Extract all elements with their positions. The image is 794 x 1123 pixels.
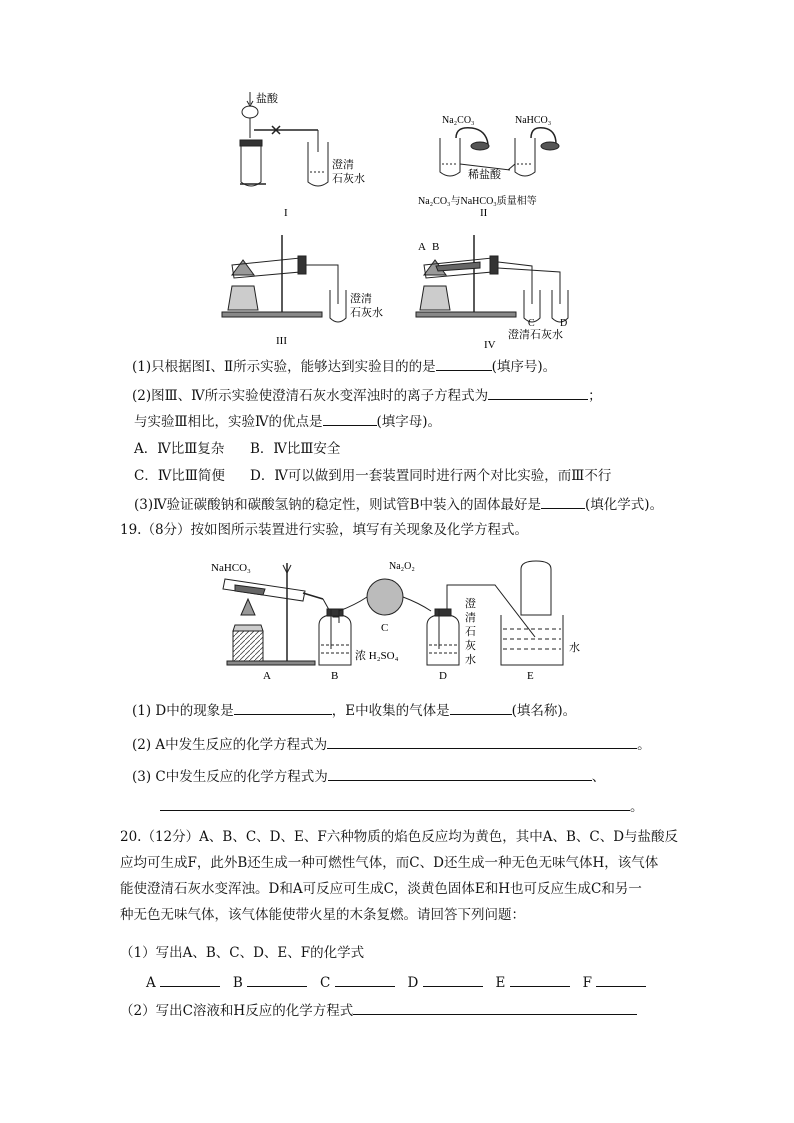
fig2-caption: Na₂CO₃与NaHCO₃质量相等 (418, 196, 537, 207)
q18-option-b: B．Ⅳ比Ⅲ安全 (250, 441, 341, 457)
q19-fig-na2o2: Na₂O₂ (389, 561, 415, 572)
q19-fig-lime-5: 水 (465, 654, 476, 666)
q18-part3-text: (3)Ⅳ验证碳酸钠和碳酸氢钠的稳定性，则试管B中装入的固体最好是 (134, 497, 542, 513)
q18-part3-end: (填化学式)。 (585, 497, 664, 513)
q20-label-c: C (320, 975, 331, 991)
q19-part3b (160, 796, 644, 816)
fig2-acid-label: 稀盐酸 (468, 169, 501, 181)
q20-blank-c[interactable] (335, 972, 395, 987)
q19-fig-lime-2: 清 (465, 612, 476, 624)
q20-part2-blank[interactable] (353, 1000, 637, 1015)
q19-fig-h2so4: 浓 H₂SO₄ (355, 650, 399, 662)
q19-fig-e: E (527, 670, 534, 682)
fig4-limewater-label: 澄清石灰水 (508, 329, 563, 341)
q19-part2-blank[interactable] (327, 734, 637, 749)
q18-part1-blank[interactable] (436, 356, 492, 371)
fig1-limewater-label-a: 澄清 (332, 159, 354, 171)
q20-blank-d[interactable] (423, 972, 483, 987)
q19-fig-c: C (381, 622, 389, 634)
q18-part2 (132, 385, 602, 405)
q19-part2-end: 。 (637, 737, 651, 753)
q20-label-f: F (582, 975, 592, 991)
q19-part1-text-b: ，E中收集的气体是 (331, 703, 450, 719)
q20-blank-b[interactable] (247, 972, 307, 987)
q19-fig-a: A (263, 670, 271, 682)
q20-label-b: B (232, 975, 243, 991)
fig2-number: II (480, 207, 488, 219)
q18-part2-end: ； (588, 388, 602, 404)
fig4-label-c: C (528, 318, 535, 329)
q18-part1-text: (1)只根据图Ⅰ、Ⅱ所示实验，能够达到实验目的的是 (132, 359, 436, 375)
q18-part2-blank[interactable] (488, 385, 588, 400)
q19-part1 (132, 700, 576, 720)
q18-option-a: A．Ⅳ比Ⅲ复杂 (134, 441, 225, 457)
figure-iii (222, 235, 346, 322)
q19-part2 (132, 734, 651, 754)
q18-option-d: D．Ⅳ可以做到用一套装置同时进行两个对比实验，而Ⅲ不行 (250, 468, 612, 484)
q20-blank-a[interactable] (160, 972, 220, 987)
q19-part1-text-a: (1) D中的现象是 (132, 703, 234, 719)
q20-line-4: 种无色无味气体，该气体能使带火星的木条复燃。请回答下列问题： (120, 907, 525, 923)
q19-part1-blank-2[interactable] (450, 700, 512, 715)
fig3-number: III (276, 335, 287, 347)
q18-part2b-text: 与实验Ⅲ相比，实验Ⅳ的优点是 (134, 414, 323, 430)
q18-part2b-blank[interactable] (323, 411, 377, 426)
figure-i (240, 92, 328, 186)
q20-line-1: 20.（12分）A、B、C、D、E、F六种物质的焰色反应均为黄色，其中A、B、C、D与盐酸反 (120, 829, 679, 845)
q19-fig-lime-1: 澄 (465, 598, 476, 610)
q18-part1 (132, 356, 556, 376)
q18-part3 (134, 494, 663, 514)
q19-part3-end: 、 (591, 769, 606, 785)
q19-part2-text: (2) A中发生反应的化学方程式为 (132, 737, 328, 753)
q18-part2b (134, 411, 441, 431)
fig4-label-a: A (418, 241, 426, 253)
fig4-number: IV (484, 339, 496, 350)
figure-apparatus-i-iv (210, 90, 610, 350)
figure-q19-apparatus (205, 555, 600, 685)
fig3-limewater-label-b: 石灰水 (350, 307, 383, 319)
fig2-nahco3-label: NaHCO₃ (515, 115, 552, 126)
q18-option-c: C．Ⅳ比Ⅲ简便 (134, 468, 225, 484)
q19-fig-lime-3: 石 (465, 626, 476, 638)
q19-fig-lime-4: 灰 (465, 640, 476, 652)
q19-part1-blank-1[interactable] (234, 700, 332, 715)
q19-part3b-end: 。 (630, 799, 644, 815)
q19-part3b-blank[interactable] (160, 796, 630, 811)
fig1-acid-label: 盐酸 (256, 93, 278, 105)
q20-formula-row (146, 972, 646, 992)
q19-part3-text: (3) C中发生反应的化学方程式为 (132, 769, 328, 785)
fig1-limewater-label-b: 石灰水 (332, 173, 365, 185)
q20-blank-f[interactable] (596, 972, 646, 987)
q20-label-a: A (146, 975, 156, 991)
q20-blank-e[interactable] (510, 972, 570, 987)
q19-fig-water: 水 (569, 642, 580, 654)
fig4-label-d: D (560, 318, 568, 329)
q20-label-e: E (495, 975, 506, 991)
q18-part3-blank[interactable] (541, 494, 585, 509)
q19-part3 (132, 766, 605, 786)
q20-label-d: D (407, 975, 419, 991)
fig4-label-b: B (432, 241, 440, 253)
q20-part1: （1）写出A、B、C、D、E、F的化学式 (120, 945, 365, 961)
q18-part1-end: (填序号)。 (491, 359, 557, 375)
fig3-limewater-label-a: 澄清 (350, 293, 372, 305)
q19-fig-b: B (331, 670, 339, 682)
q19-header: 19.（8分）按如图所示装置进行实验，填写有关现象及化学方程式。 (120, 522, 529, 538)
q20-line-2: 应均可生成F，此外B还生成一种可燃性气体，而C、D还生成一种无色无味气体H，该气体 (120, 855, 659, 871)
q20-line-3: 能使澄清石灰水变浑浊。D和A可反应可生成C，淡黄色固体E和H也可反应生成C和另一 (120, 881, 642, 897)
q18-part2b-end: (填字母)。 (376, 414, 442, 430)
fig1-number: I (284, 207, 288, 219)
q20-part2-text: （2）写出C溶液和H反应的化学方程式 (120, 1003, 354, 1019)
q20-part2 (120, 1000, 637, 1020)
fig2-na2co3-label: Na₂CO₃ (442, 115, 475, 126)
q19-fig-nahco3: NaHCO₃ (211, 562, 251, 574)
q19-part1-text-c: (填名称)。 (511, 703, 577, 719)
q18-part2-text: (2)图Ⅲ、Ⅳ所示实验使澄清石灰水变浑浊时的离子方程式为 (132, 388, 489, 404)
q19-fig-d: D (439, 670, 447, 682)
q19-part3-blank[interactable] (328, 766, 592, 781)
